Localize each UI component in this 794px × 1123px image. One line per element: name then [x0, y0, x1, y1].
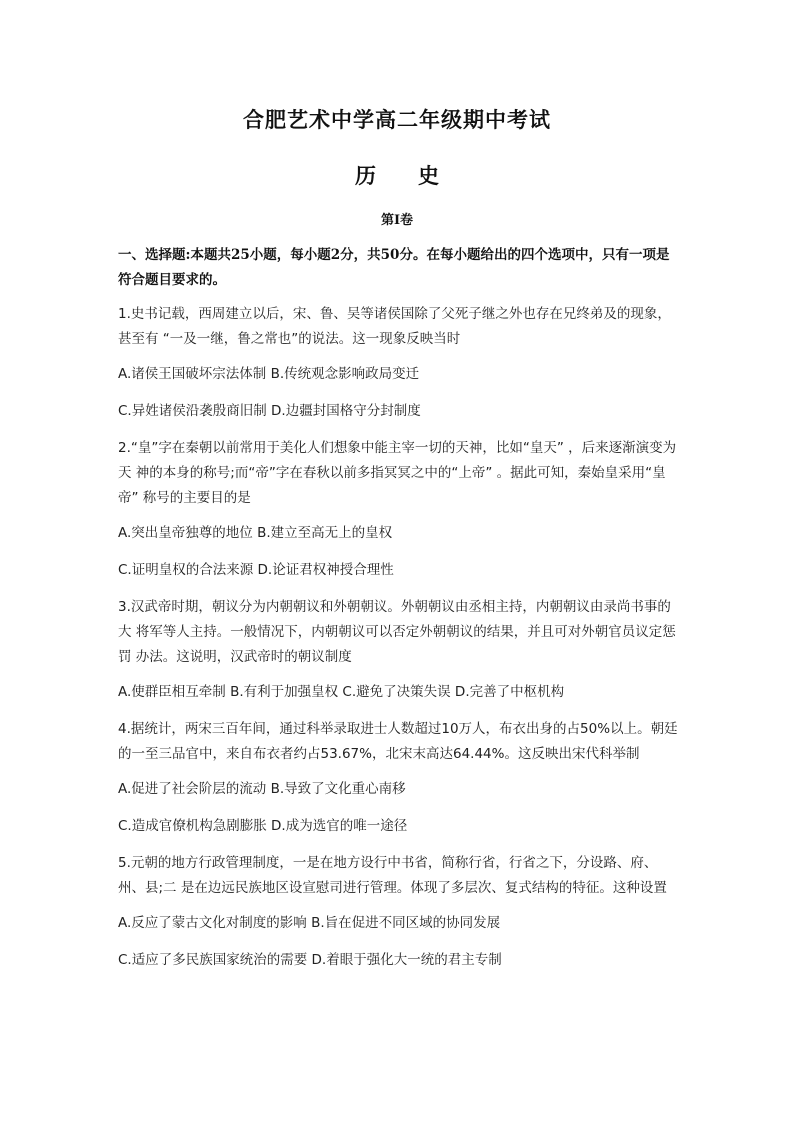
subject-title [0, 160, 794, 190]
subject-char-2: 史 [418, 163, 439, 188]
instruction-text: 一、选择题:本题共25小题，每小题2分，共50分。在每小题给出的四个选项中，只有一项是符合题目要求的。 [118, 247, 670, 288]
option-line: A.反应了蒙古文化对制度的影响 B.旨在促进不同区域的协同发展 [118, 915, 501, 931]
option-line: A.突出皇帝独尊的地位 B.建立至高无上的皇权 [118, 525, 393, 541]
option-line: C.适应了多民族国家统治的需要 D.着眼于强化大一统的君主专制 [118, 952, 502, 968]
option-line: C.造成官僚机构急剧膨胀 D.成为选官的唯一途径 [118, 818, 408, 834]
option-line: C.异姓诸侯沿袭殷商旧制 D.边疆封国格守分封制度 [118, 403, 421, 419]
section-heading: 第Ⅰ卷 [380, 213, 414, 228]
option-line: C.证明皇权的合法来源 D.论证君权神授合理性 [118, 562, 394, 578]
subject-char-1: 历 [355, 163, 376, 188]
question-content [118, 243, 678, 985]
question-5 [118, 851, 678, 973]
question-stem: 3.汉武帝时期，朝议分为内朝朝议和外朝朝议。外朝朝议由丞相主持，内朝朝议由录尚书事的大 将军等人主持。一般情况下，内朝朝议可以否定外朝朝议的结果，并且可对外朝官员议定惩罚 办法。这说明，汉武帝时的朝议制度 [118, 599, 676, 665]
question-stem: 4.据统计，两宋三百年间，通过科举录取进士人数超过10万人，布衣出身的占50%以上。朝廷的一至三品官中，来自布衣者约占53.67%，北宋末高达64.44%。这反映出宋代科举制 [118, 721, 678, 762]
question-stem: 1.史书记载，西周建立以后，宋、鲁、吴等诸侯国除了父死子继之外也存在兄终弟及的现象，甚至有 “一及一继，鲁之常也”的说法。这一现象反映当时 [118, 306, 671, 347]
page-title: 合肥艺术中学高二年级期中考试 [243, 107, 551, 132]
option-line: A.使群臣相互牵制 B.有利于加强皇权 C.避免了决策失误 D.完善了中枢机构 [118, 684, 565, 700]
question-stem: 5.元朝的地方行政管理制度，一是在地方设行中书省，简称行省，行省之下，分设路、府、州、县;二 是在边远民族地区设宣慰司进行管理。体现了多层次、复式结构的特征。这种设置 [118, 855, 667, 896]
question-4 [118, 717, 678, 839]
question-1 [118, 302, 678, 424]
question-stem: 2.“皇”字在秦朝以前常用于美化人们想象中能主宰一切的天神，比如“皇天” ，后来逐渐演变为天 神的本身的称号;而“帝”字在春秋以前多指冥冥之中的“上帝” 。据此可知，秦始皇采用“皇帝” 称号的主要目的是 [118, 440, 677, 506]
option-line: A.促进了社会阶层的流动 B.导致了文化重心南移 [118, 781, 406, 797]
option-line: A.诸侯王国破坏宗法体制 B.传统观念影响政局变迁 [118, 366, 420, 382]
question-2 [118, 436, 678, 583]
question-3 [118, 595, 678, 705]
